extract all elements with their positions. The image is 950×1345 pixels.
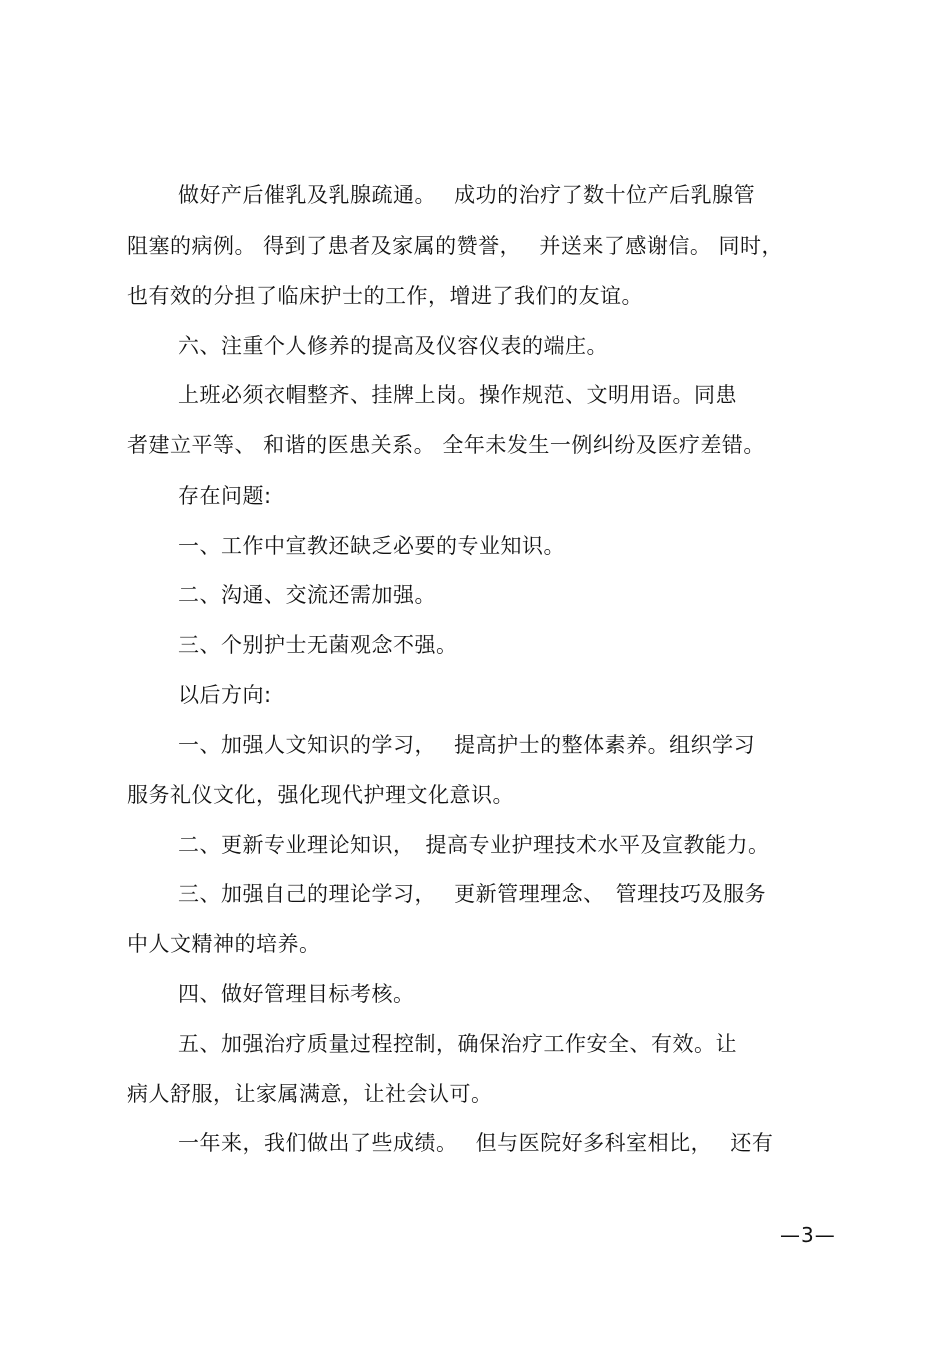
list-item: 三、个别护士无菌观念不强。 [178,633,458,657]
list-item-continuation: 服务礼仪文化，强化现代护理文化意识。 [127,783,514,807]
list-item: 二、更新专业理论知识， 提高专业护理技术水平及宣教能力。 [178,833,770,857]
list-item: 二、沟通、交流还需加强。 [178,583,436,607]
paragraph-line: 者建立平等、 和谐的医患关系。 全年未发生一例纠纷及医疗差错。 [127,433,765,457]
list-item: 一、加强人文知识的学习， 提高护士的整体素养。组织学习 [178,733,756,757]
paragraph-line: 一年来，我们做出了些成绩。 但与医院好多科室相比， 还有 [178,1131,774,1155]
list-item-continuation: 病人舒服，让家属满意，让社会认可。 [127,1082,493,1106]
section-heading: 存在问题: [178,484,272,508]
paragraph-line: 上班必须衣帽整齐、挂牌上岗。操作规范、文明用语。同患 [178,383,737,407]
list-item: 一、工作中宣教还缺乏必要的专业知识。 [178,534,565,558]
list-item: 三、加强自己的理论学习， 更新管理理念、 管理技巧及服务 [178,882,767,906]
section-heading: 六、注重个人修养的提高及仪容仪表的端庄。 [178,334,608,358]
paragraph-line: 做好产后催乳及乳腺疏通。 成功的治疗了数十位产后乳腺管 [178,183,756,207]
paragraph-line: 也有效的分担了临床护士的工作，增进了我们的友谊。 [127,284,643,308]
list-item-continuation: 中人文精神的培养。 [127,932,321,956]
paragraph-line: 阻塞的病例。 得到了患者及家属的赞誉， 并送来了感谢信。 同时， [127,234,784,258]
section-heading: 以后方向: [178,683,272,707]
page-number: —3— [780,1223,836,1247]
list-item: 五、加强治疗质量过程控制，确保治疗工作安全、有效。让 [178,1032,737,1056]
list-item: 四、做好管理目标考核。 [178,982,415,1006]
